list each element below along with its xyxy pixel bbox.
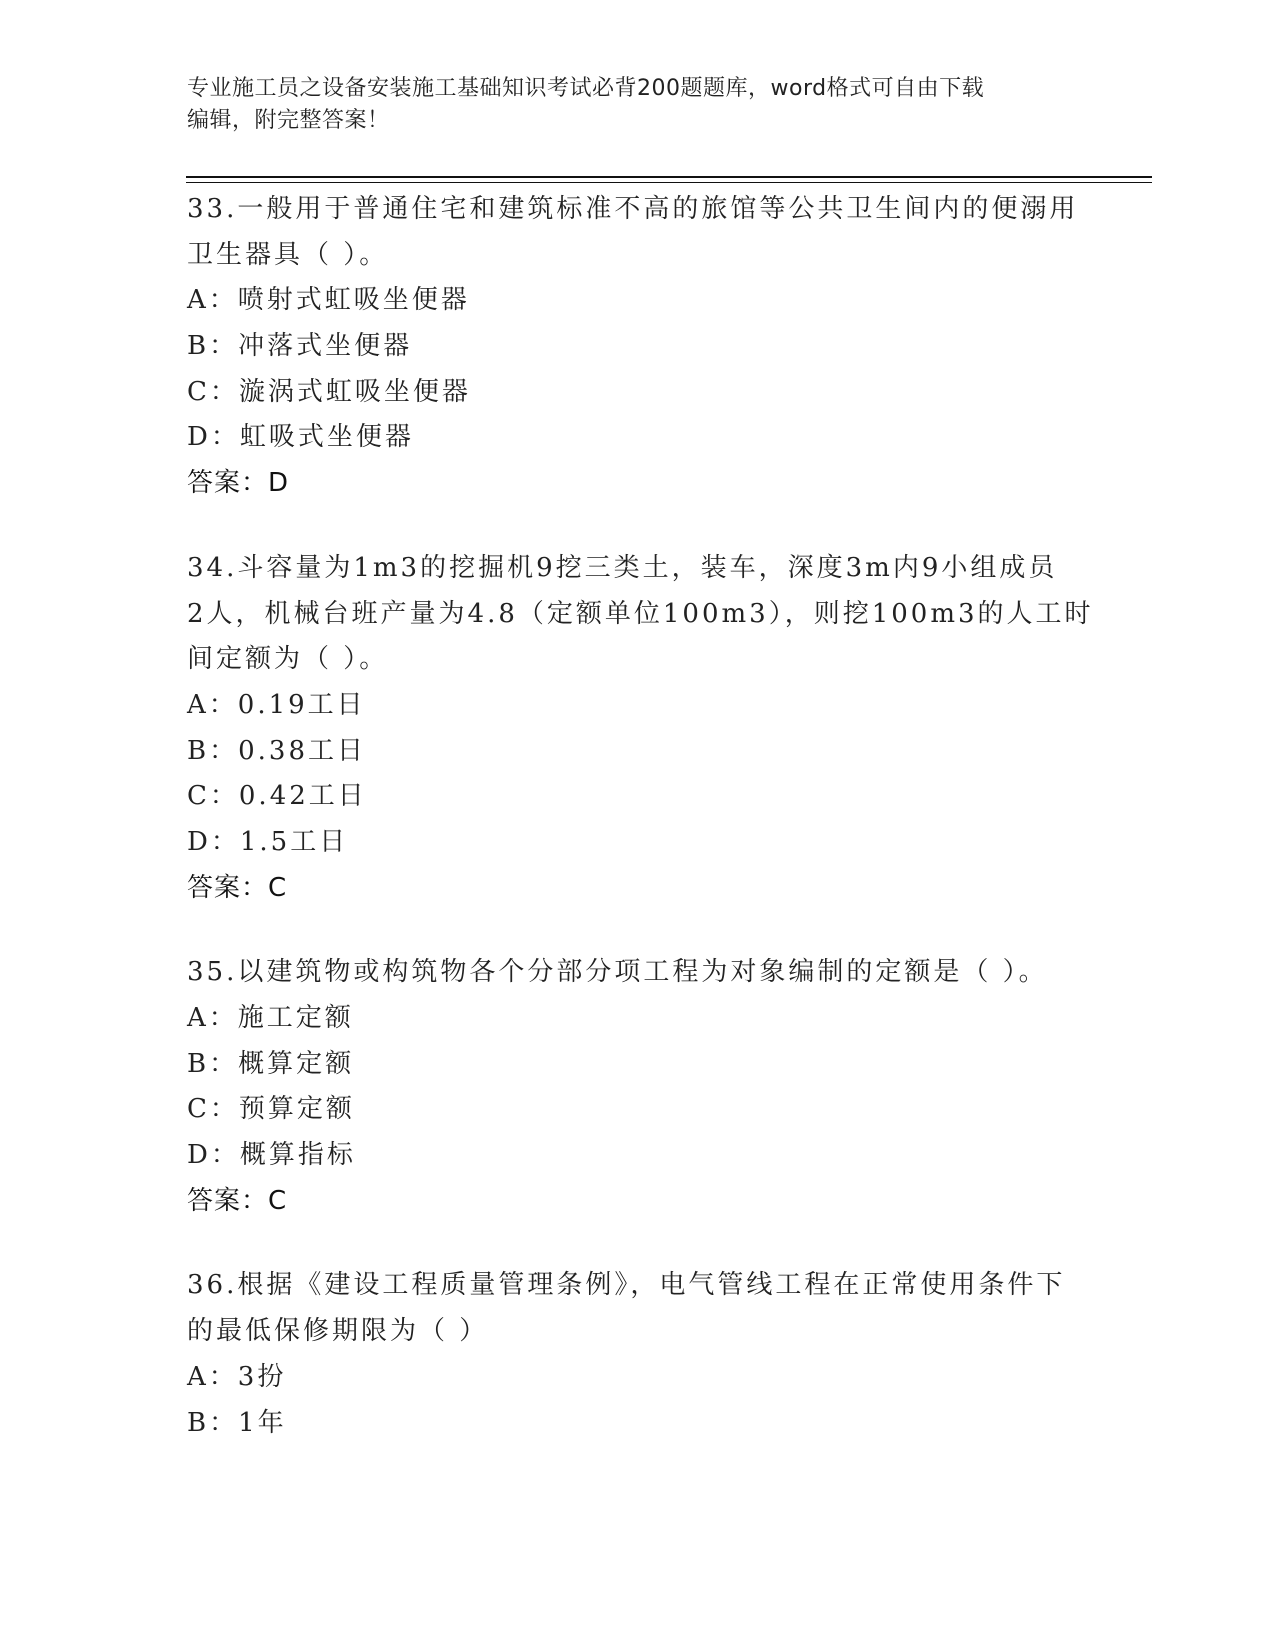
header-line-1: 专业施工员之设备安装施工基础知识考试必背200题题库，word格式可自由下载 [187, 76, 985, 101]
option-d: D：概算指标 [187, 1140, 356, 1171]
header-divider-thick [186, 176, 1152, 178]
answer: 答案：C [187, 872, 288, 903]
option-a: A：喷射式虹吸坐便器 [187, 285, 470, 316]
option-a: A：施工定额 [187, 1003, 354, 1033]
question-text: 36.根据《建设工程质量管理条例》，电气管线工程在正常使用条件下 [187, 1270, 1066, 1301]
question-text: 间定额为（ ）。 [187, 644, 389, 675]
question-text: 2人，机械台班产量为4.8（定额单位100m3），则挖100m3的人工时 [187, 598, 1094, 629]
option-d: D：虹吸式坐便器 [187, 422, 414, 453]
question-text: 的最低保修期限为（ ） [187, 1316, 489, 1347]
question-34 [187, 546, 1094, 912]
question-35 [187, 950, 1087, 1224]
question-text: 34.斗容量为1m3的挖掘机9挖三类土，装车，深度3m内9小组成员 [187, 552, 1058, 583]
option-a: A：0.19工日 [187, 689, 366, 720]
question-text: 卫生器具（ ）。 [187, 239, 389, 270]
option-b: B：1年 [187, 1407, 287, 1438]
header-divider-thin [186, 182, 1152, 183]
header-line-2: 编辑，附完整答案！ [187, 108, 390, 133]
question-text: 33.一般用于普通住宅和建筑标准不高的旅馆等公共卫生间内的便溺用 [187, 194, 1079, 224]
question-36 [187, 1263, 1087, 1446]
answer: 答案：C [187, 1185, 288, 1216]
document-header [187, 73, 1067, 137]
option-c: C：0.42工日 [187, 781, 367, 812]
option-c: C：预算定额 [187, 1094, 355, 1125]
option-b: B：概算定额 [187, 1048, 355, 1079]
option-d: D：1.5工日 [187, 826, 349, 857]
option-b: B：冲落式坐便器 [187, 331, 413, 362]
option-c: C：漩涡式虹吸坐便器 [187, 376, 471, 407]
question-list [187, 187, 1094, 1485]
question-text: 35.以建筑物或构筑物各个分部分项工程为对象编制的定额是（ ）。 [187, 957, 1048, 988]
option-b: B：0.38工日 [187, 735, 366, 766]
question-33 [187, 187, 1087, 507]
option-a: A：3扮 [187, 1361, 287, 1392]
answer: 答案：D [187, 468, 290, 499]
